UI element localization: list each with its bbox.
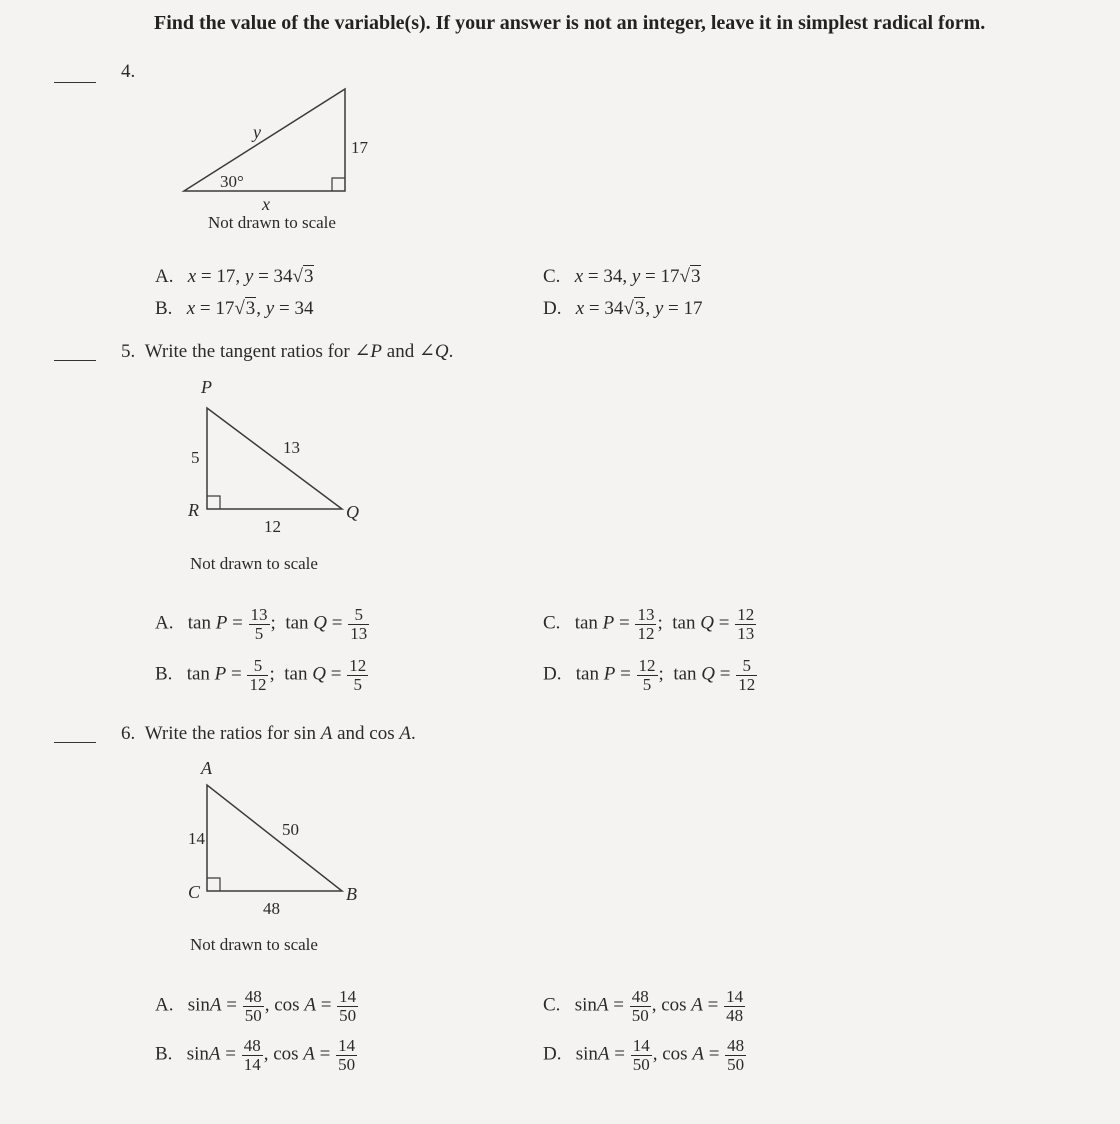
var-y: y	[631, 266, 641, 287]
q6-choice-d[interactable]: D. sinA = $\frac{14}{50}$ , cos A = $\frac{48}{50}$	[543, 1036, 745, 1074]
trig-function: sin	[187, 994, 210, 1016]
choice-letter: D.	[543, 663, 562, 685]
prompt-text: Write the ratios for sin	[144, 723, 321, 744]
angle-variable: Q	[312, 663, 326, 685]
trig-function: cos	[274, 994, 300, 1016]
numerator: 13	[250, 605, 268, 624]
choice-letter: B.	[155, 298, 173, 319]
numerator: 5	[736, 657, 757, 676]
ratio-fraction	[724, 988, 745, 1025]
ratio-fraction	[243, 988, 264, 1025]
angle-variable: A	[304, 994, 316, 1016]
q5-not-to-scale-note: Not drawn to scale	[190, 554, 318, 573]
numerator: 13	[637, 605, 655, 624]
ratio-fraction	[631, 1037, 652, 1074]
denominator: 50	[339, 1005, 357, 1025]
angle-q: ∠Q	[418, 341, 449, 362]
q6-vertex-b: B	[346, 884, 357, 904]
numerator: 48	[244, 987, 262, 1006]
q4-horizontal-leg-label: x	[262, 194, 270, 214]
choice-letter: C.	[543, 612, 561, 634]
trig-function: cos	[661, 994, 687, 1016]
trig-function: tan	[673, 663, 697, 685]
q4-choice-c[interactable]: C. x = 34, y = 17√3	[543, 266, 701, 287]
choice-letter: C.	[543, 994, 561, 1016]
q6-triangle	[207, 785, 342, 891]
denominator: 12	[249, 674, 267, 694]
x-value: 17	[216, 266, 236, 287]
q6-vertex-a: A	[201, 758, 212, 778]
question-number: 6.	[121, 723, 136, 744]
numerator: 14	[338, 1036, 356, 1055]
trig-function: tan	[284, 663, 308, 685]
numerator: 12	[349, 656, 367, 675]
q5-side-pr: 5	[191, 448, 200, 467]
denominator: 5	[642, 674, 652, 694]
x-coefficient: 17	[215, 298, 235, 319]
instructions: Find the value of the variable(s). If your answer is not an integer, leave it in simplest radical form.	[154, 12, 986, 34]
sqrt-icon: √	[679, 266, 690, 287]
ratio-fraction	[337, 988, 358, 1025]
trig-function: sin	[575, 1043, 598, 1065]
trig-function: tan	[285, 612, 309, 634]
q6-side-ab: 50	[282, 820, 299, 839]
x-value: 34	[603, 266, 623, 287]
angle-variable: A	[320, 723, 333, 744]
numerator: 14	[726, 987, 744, 1006]
q5-vertex-q: Q	[346, 502, 359, 522]
q5-vertex-r: R	[188, 500, 199, 520]
q6-vertex-c: C	[188, 882, 201, 902]
prompt-text: and cos	[332, 723, 400, 744]
denominator: 13	[350, 623, 368, 643]
question-number: 5.	[121, 341, 136, 362]
denominator: 13	[737, 623, 755, 643]
q5-choice-c[interactable]: C. tan P = $\frac{13}{12}$ ; tan Q = $\frac{12}{13}$	[543, 605, 755, 643]
denominator: 50	[244, 1005, 262, 1025]
angle-p: ∠P	[354, 341, 383, 362]
numerator: 48	[243, 1036, 261, 1055]
q4-choice-a[interactable]: A. x = 17, y = 34√3	[155, 266, 314, 287]
sqrt-icon: √	[234, 298, 245, 319]
q6-choice-a[interactable]: A. sinA = $\frac{48}{50}$ , cos A = $\frac{14}{50}$	[155, 987, 357, 1025]
q6-side-ac: 14	[188, 829, 205, 848]
ratio-fraction	[630, 988, 651, 1025]
choice-letter: A.	[155, 994, 174, 1016]
angle-variable: A	[303, 1043, 315, 1065]
angle-variable: A	[691, 994, 703, 1016]
denominator: 50	[632, 1054, 650, 1074]
trig-function: tan	[187, 612, 211, 634]
numerator: 5	[348, 606, 369, 625]
denominator: 5	[254, 623, 264, 643]
angle-variable: A	[596, 994, 609, 1016]
trig-function: sin	[574, 994, 597, 1016]
q5-side-pq: 13	[283, 438, 300, 457]
choice-letter: D.	[543, 298, 562, 319]
ratio-fraction	[242, 1037, 263, 1074]
choice-letter: B.	[155, 1043, 173, 1065]
q4-choice-d[interactable]: D. x = 34√3, y = 17	[543, 298, 703, 319]
q4-vertical-leg-label: 17	[351, 138, 368, 157]
trig-function: cos	[273, 1043, 299, 1065]
var-y: y	[244, 266, 254, 287]
sqrt-icon: √	[623, 298, 634, 319]
denominator: 50	[338, 1054, 356, 1074]
y-value: 34	[294, 298, 314, 319]
q5-vertex-p: P	[201, 377, 212, 397]
numerator: 48	[727, 1036, 745, 1055]
choice-letter: A.	[155, 266, 174, 287]
var-x: x	[574, 266, 584, 287]
numerator: 12	[737, 605, 755, 624]
trig-function: tan	[574, 612, 598, 634]
choice-letter: D.	[543, 1043, 562, 1065]
q4-angle-label: 30°	[220, 172, 244, 191]
angle-variable: A	[209, 994, 222, 1016]
numerator: 14	[632, 1036, 650, 1055]
q6-side-cb: 48	[263, 899, 280, 918]
angle-variable: P	[215, 612, 228, 634]
angle-variable: A	[597, 1043, 610, 1065]
x-radicand: 3	[245, 298, 256, 319]
choice-letter: A.	[155, 612, 174, 634]
q6-right-angle-mark	[207, 878, 220, 891]
q5-choice-a[interactable]: A. tan P = $\frac{13}{5}$ ; tan Q = $\frac{5}{13}$	[155, 605, 368, 643]
angle-variable: Q	[313, 612, 328, 634]
denominator: 12	[738, 674, 756, 694]
choice-letter: B.	[155, 663, 173, 685]
prompt-text: .	[410, 723, 416, 744]
trig-function: tan	[186, 663, 210, 685]
y-radicand: 3	[303, 266, 314, 287]
q5-side-rq: 12	[264, 517, 281, 536]
angle-variable: P	[603, 663, 616, 685]
numerator: 14	[339, 987, 357, 1006]
q6-choice-c[interactable]: C. sinA = $\frac{48}{50}$ , cos A = $\frac{14}{48}$	[543, 987, 744, 1025]
choice-letter: C.	[543, 266, 561, 287]
numerator: 12	[638, 656, 656, 675]
denominator: 50	[727, 1054, 745, 1074]
var-x: x	[186, 298, 196, 319]
q4-hyp-label: y	[253, 122, 261, 142]
angle-variable: A	[399, 723, 411, 744]
trig-function: sin	[186, 1043, 209, 1065]
y-radicand: 3	[690, 266, 701, 287]
denominator: 50	[631, 1005, 649, 1025]
y-coefficient: 17	[660, 266, 680, 287]
sqrt-icon: √	[292, 266, 303, 287]
ratio-fraction	[336, 1037, 357, 1074]
var-y: y	[654, 298, 664, 319]
angle-variable: P	[602, 612, 615, 634]
q5-choice-d[interactable]: D. tan P = $\frac{12}{5}$ ; tan Q = $\frac{5}{12}$	[543, 656, 756, 694]
var-x: x	[187, 266, 197, 287]
prompt-text: .	[448, 341, 454, 362]
x-radicand: 3	[634, 298, 645, 319]
q4-choice-b[interactable]: B. x = 17√3, y = 34	[155, 298, 314, 319]
prompt-text: and	[382, 341, 419, 362]
ratio-fraction	[725, 1037, 746, 1074]
y-value: 17	[683, 298, 703, 319]
q6-not-to-scale-note: Not drawn to scale	[190, 935, 318, 954]
question-number-4: 4.	[121, 61, 136, 82]
prompt-text: Write the tangent ratios for	[144, 341, 355, 362]
q5-choice-b[interactable]: B. tan P = $\frac{5}{12}$ ; tan Q = $\frac{12}{5}$	[155, 656, 367, 694]
numerator: 48	[631, 987, 649, 1006]
denominator: 14	[243, 1054, 261, 1074]
trig-function: cos	[662, 1043, 688, 1065]
q4-not-to-scale-note: Not drawn to scale	[208, 213, 336, 232]
denominator: 48	[726, 1005, 744, 1025]
angle-variable: Q	[700, 612, 714, 634]
var-y: y	[265, 298, 275, 319]
numerator: 5	[247, 657, 268, 676]
denominator: 12	[637, 623, 655, 643]
angle-variable: Q	[701, 663, 716, 685]
angle-variable: A	[692, 1043, 704, 1065]
q6-choice-b[interactable]: B. sinA = $\frac{48}{14}$ , cos A = $\frac{14}{50}$	[155, 1036, 356, 1074]
y-coefficient: 34	[273, 266, 293, 287]
x-coefficient: 34	[604, 298, 624, 319]
var-x: x	[575, 298, 585, 319]
angle-variable: P	[214, 663, 227, 685]
denominator: 5	[353, 674, 362, 694]
trig-function: tan	[575, 663, 599, 685]
angle-variable: A	[208, 1043, 221, 1065]
trig-function: tan	[672, 612, 696, 634]
